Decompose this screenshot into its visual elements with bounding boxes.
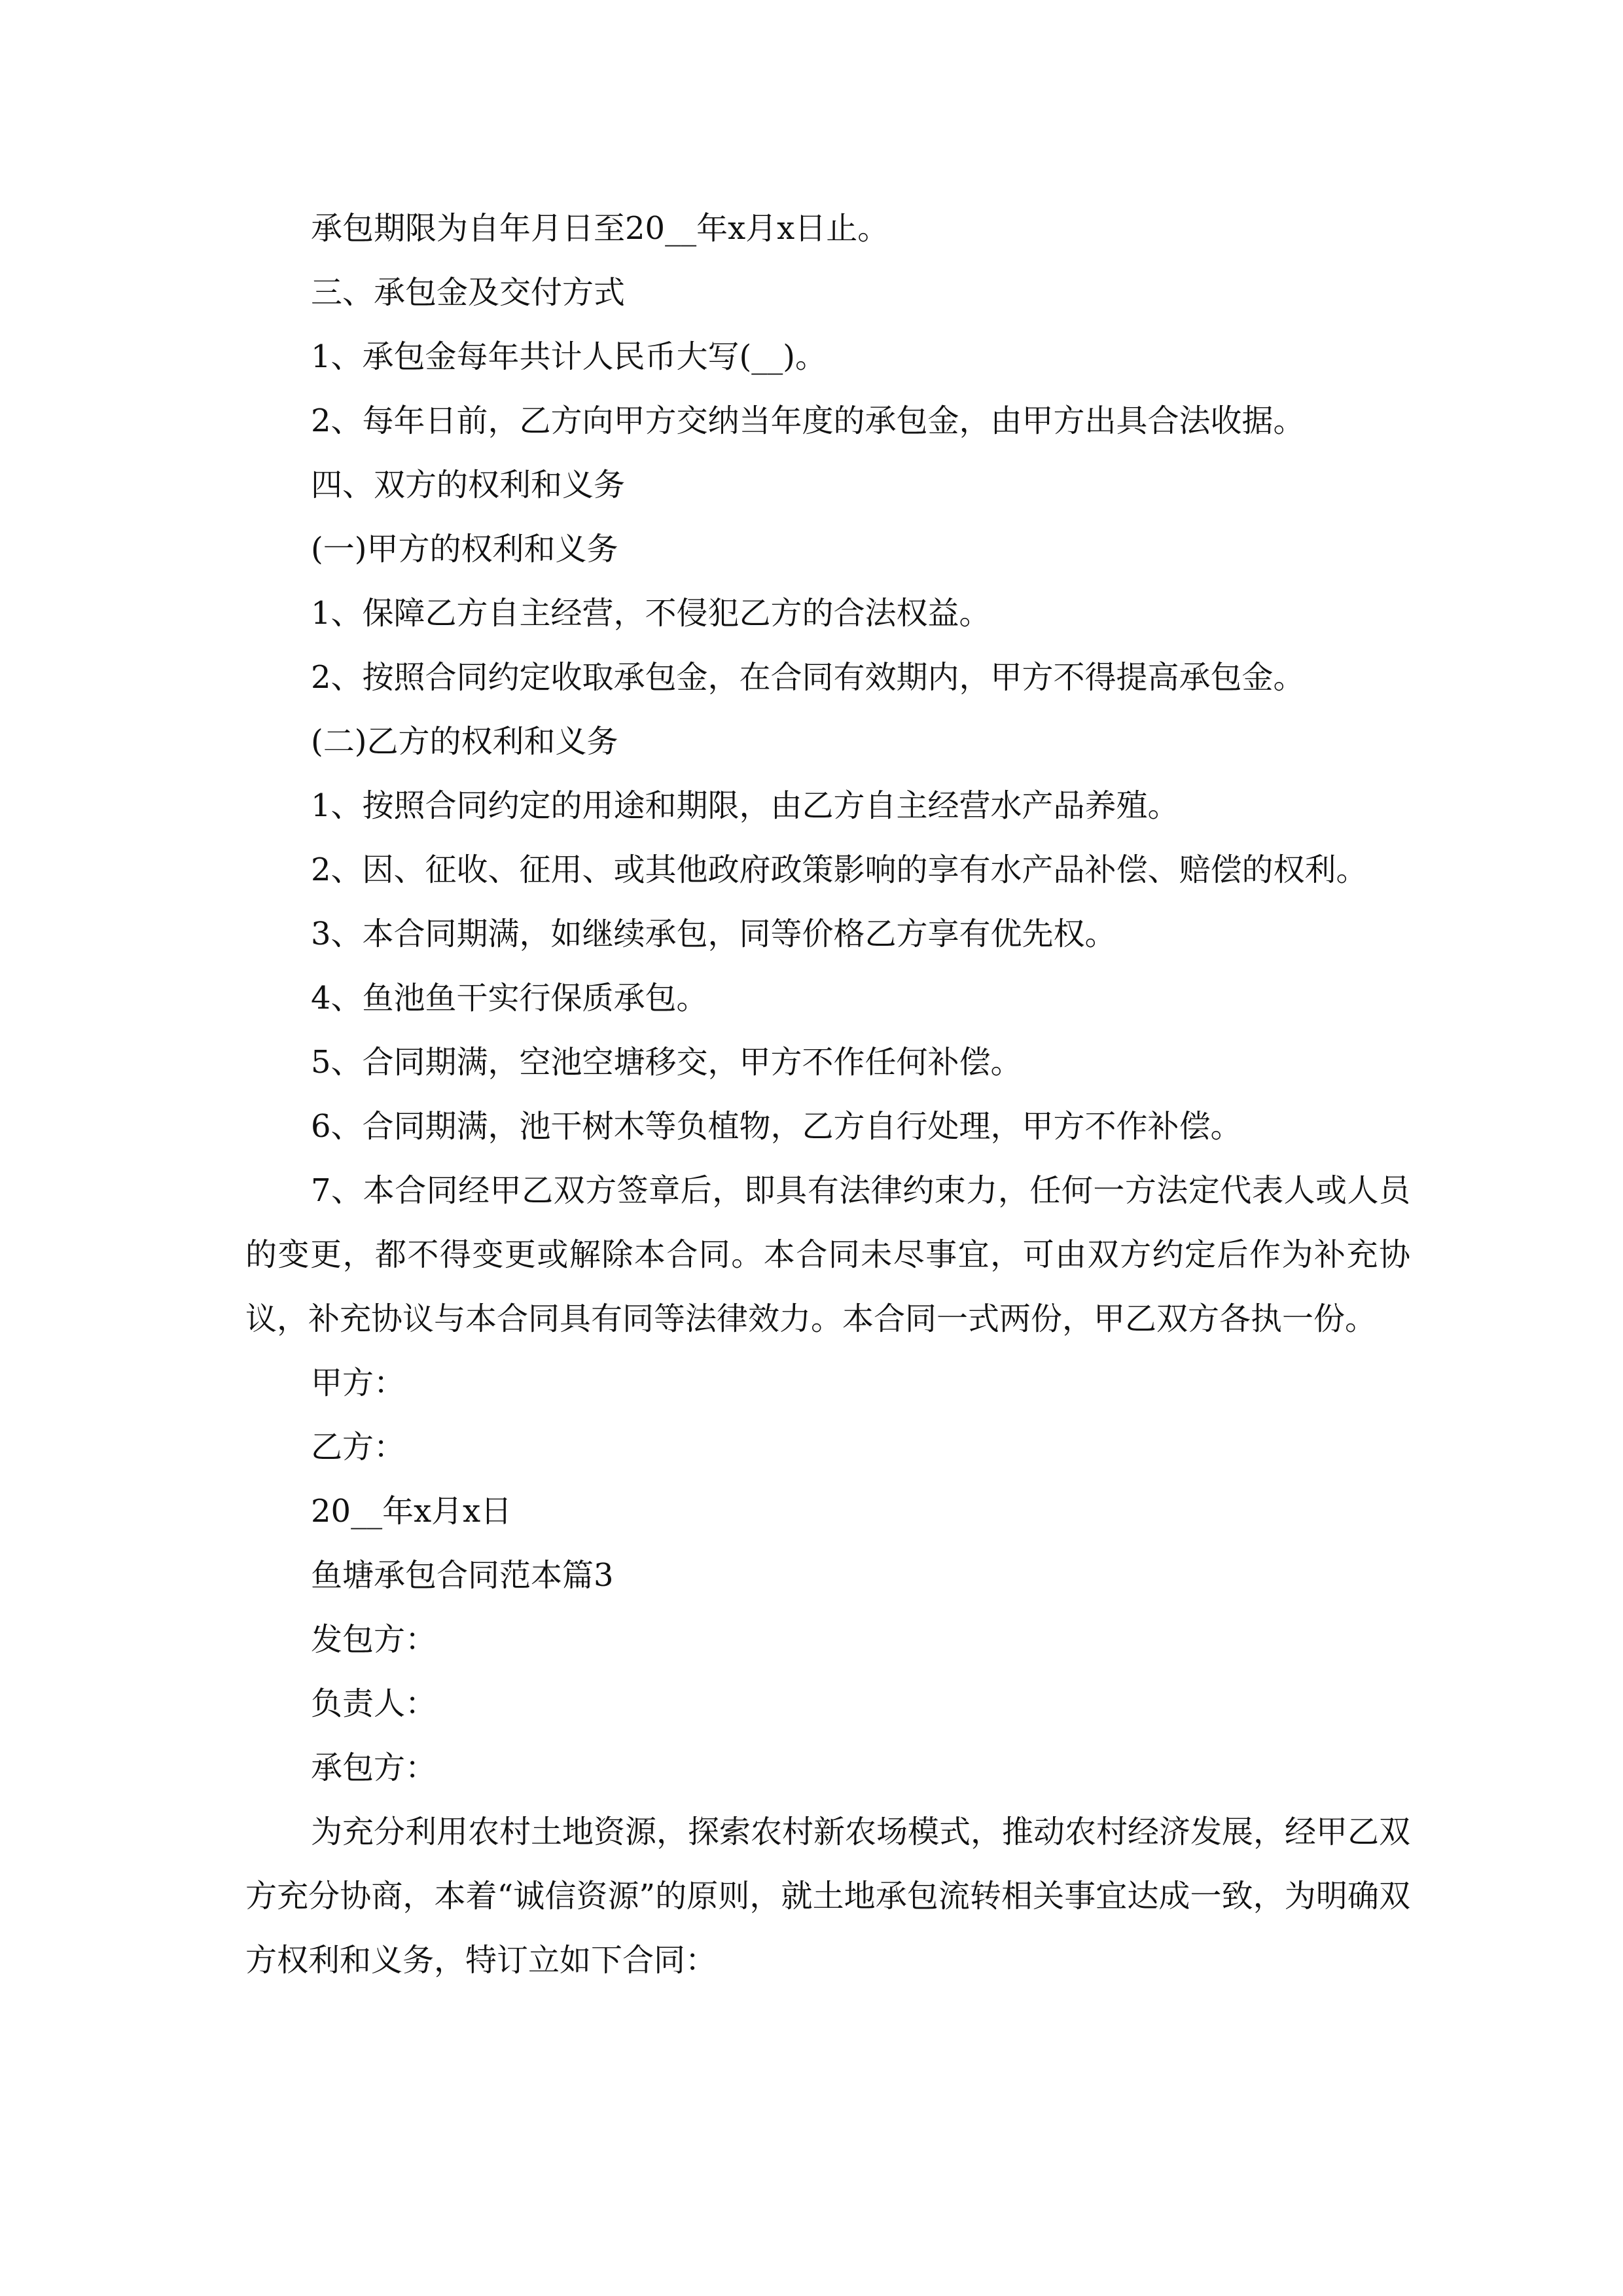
paragraph-b-7: 7、本合同经甲乙双方签章后，即具有法律约束力，任何一方法定代表人或人员的变更，都不得变更或解除本合同。本合同未尽事宜，可由双方约定后作为补充协议，补充协议与本合同具有同等法律效力。本合同一式两份，甲乙双方各执一份。 — [245, 1172, 1410, 1337]
paragraph-b-6: 6、合同期满，池干树木等负植物，乙方自行处理，甲方不作补偿。 — [311, 1108, 1242, 1145]
paragraph-b-2: 2、因、征收、征用、或其他政府政策影响的享有水产品补偿、赔偿的权利。 — [311, 852, 1368, 888]
paragraph-b-5: 5、合同期满，空池空塘移交，甲方不作任何补偿。 — [311, 1044, 1022, 1081]
subheading-party-a-rights: (一)甲方的权利和义务 — [311, 531, 618, 567]
contractor-line: 承包方： — [311, 1749, 437, 1786]
subheading-party-b-rights: (二)乙方的权利和义务 — [311, 723, 618, 760]
paragraph-term: 承包期限为自年月日至20__年x月x日止。 — [311, 210, 889, 247]
issuer-line: 发包方： — [311, 1621, 437, 1658]
paragraph-b-1: 1、按照合同约定的用途和期限，由乙方自主经营水产品养殖。 — [311, 787, 1179, 824]
paragraph-b-4: 4、鱼池鱼干实行保质承包。 — [311, 980, 708, 1016]
party-b-signature-line: 乙方： — [311, 1429, 406, 1465]
section-heading-rights: 四、双方的权利和义务 — [311, 467, 626, 503]
section-title: 鱼塘承包合同范本篇3 — [311, 1557, 614, 1594]
paragraph-a-1: 1、保障乙方自主经营，不侵犯乙方的合法权益。 — [311, 595, 991, 632]
paragraph-payment-2: 2、每年日前，乙方向甲方交纳当年度的承包金，由甲方出具合法收据。 — [311, 403, 1305, 439]
party-a-signature-line: 甲方： — [311, 1365, 406, 1401]
responsible-line: 负责人： — [311, 1685, 437, 1722]
document-body — [245, 196, 1410, 1992]
paragraph-a-2: 2、按照合同约定收取承包金，在合同有效期内，甲方不得提高承包金。 — [311, 659, 1305, 696]
paragraph-b-3: 3、本合同期满，如继续承包，同等价格乙方享有优先权。 — [311, 916, 1116, 952]
section-heading-payment: 三、承包金及交付方式 — [311, 274, 626, 311]
preamble-paragraph: 为充分利用农村土地资源，探索农村新农场模式，推动农村经济发展，经甲乙双方充分协商，本着“诚信资源”的原则，就土地承包流转相关事宜达成一致，为明确双方权利和义务，特订立如下合同： — [245, 1814, 1411, 1979]
paragraph-payment-1: 1、承包金每年共计人民币大写(__)。 — [311, 338, 827, 375]
date-line: 20__年x月x日 — [311, 1493, 512, 1530]
